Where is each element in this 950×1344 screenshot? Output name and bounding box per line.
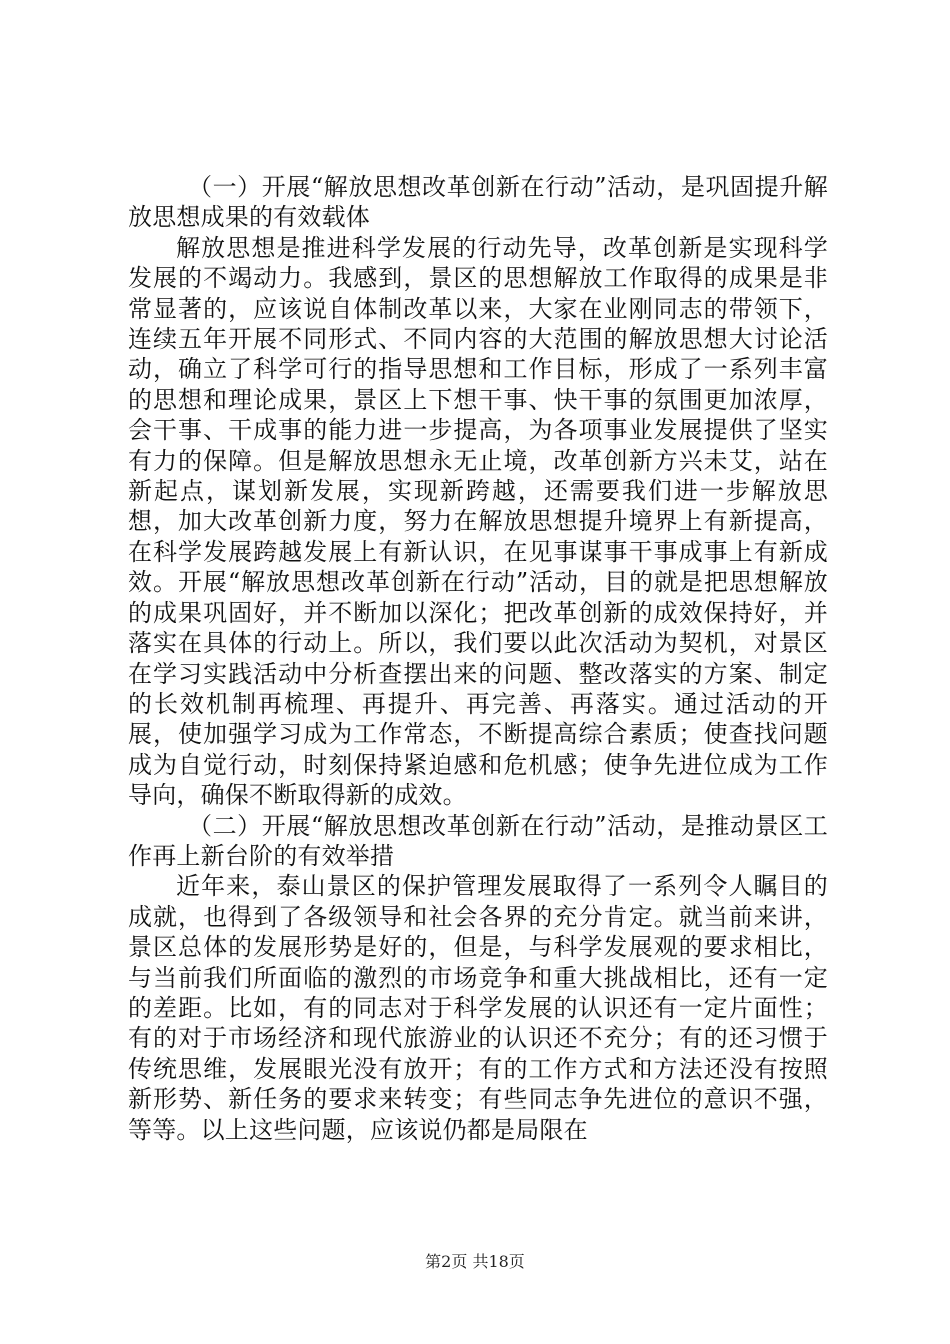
document-body [128, 172, 828, 1145]
page-number-footer: 第2页 共18页 [425, 1252, 525, 1271]
section-heading-2: （二）开展“解放思想改革创新在行动”活动，是推动景区工作再上新台阶的有效举措 [128, 811, 828, 870]
body-paragraph-1: 解放思想是推进科学发展的行动先导，改革创新是实现科学发展的不竭动力。我感到，景区的思想解放工作取得的成果是非常显著的，应该说自体制改革以来，大家在业刚同志的带领下，连续五年开展不同形式、不同内容的大范围的解放思想大讨论活动，确立了科学可行的指导思想和工作目标，形成了一系列丰富的思想和理论成果，景区上下想干事、快干事的氛围更加浓厚，会干事、干成事的能力进一步提高，为各项事业发展提供了坚实有力的保障。但是解放思想永无止境，改革创新方兴未艾，站在新起点，谋划新发展，实现新跨越，还需要我们进一步解放思想，加大改革创新力度，努力在解放思想提升境界上有新提高，在科学发展跨越发展上有新认识，在见事谋事干事成事上有新成效。开展“解放思想改革创新在行动”活动，目的就是把思想解放的成果巩固好，并不断加以深化；把改革创新的成效保持好，并落实在具体的行动上。所以，我们要以此次活动为契机，对景区在学习实践活动中分析查摆出来的问题、整改落实的方案、制定的长效机制再梳理、再提升、再完善、再落实。通过活动的开展，使加强学习成为工作常态，不断提高综合素质；使查找问题成为自觉行动，时刻保持紧迫感和危机感；使争先进位成为工作导向，确保不断取得新的成效。 [128, 233, 828, 810]
section-heading-1: （一）开展“解放思想改革创新在行动”活动，是巩固提升解放思想成果的有效载体 [128, 173, 828, 232]
body-paragraph-2: 近年来，泰山景区的保护管理发展取得了一系列令人瞩目的成就，也得到了各级领导和社会各界的充分肯定。就当前来讲，景区总体的发展形势是好的，但是，与科学发展观的要求相比，与当前我们所面临的激烈的市场竞争和重大挑战相比，还有一定的差距。比如，有的同志对于科学发展的认识还有一定片面性；有的对于市场经济和现代旅游业的认识还不充分；有的还习惯于传统思维，发展眼光没有放开；有的工作方式和方法还没有按照新形势、新任务的要求来转变；有些同志争先进位的意识不强，等等。以上这些问题，应该说仍都是局限在 [128, 872, 828, 1144]
